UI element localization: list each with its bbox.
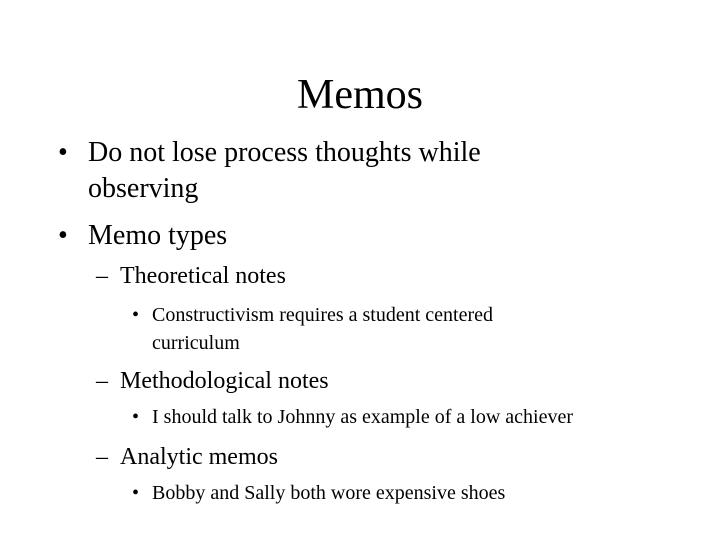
sub-sub-item-text-line: Bobby and Sally both wore expensive shoes	[152, 482, 506, 504]
dash-marker: –	[96, 444, 108, 470]
sub-item-text: Theoretical notes	[120, 263, 286, 289]
bullet-text-line: observing	[88, 173, 199, 204]
sub-sub-item-text-line: curriculum	[152, 332, 240, 354]
bullet-item	[58, 219, 698, 253]
sub-sub-item	[132, 404, 712, 432]
bullet-text-line: Memo types	[88, 220, 228, 251]
bullet-marker: •	[132, 304, 140, 326]
sub-sub-item	[132, 480, 702, 508]
bullet-text-line: Do not lose process thoughts while	[88, 137, 481, 168]
bullet-item	[58, 136, 698, 206]
sub-item	[96, 261, 696, 291]
sub-sub-item	[132, 302, 702, 358]
bullet-marker: •	[58, 137, 68, 168]
sub-item	[96, 366, 696, 396]
slide-title: Memos	[297, 72, 423, 118]
bullet-marker: •	[132, 482, 140, 504]
sub-item-text: Methodological notes	[120, 368, 329, 394]
sub-item	[96, 442, 696, 472]
sub-sub-item-text-line: Constructivism requires a student centered	[152, 304, 494, 326]
sub-item-text: Analytic memos	[120, 444, 278, 470]
dash-marker: –	[96, 263, 108, 289]
sub-sub-item-text-line: I should talk to Johnny as example of a low achiever	[152, 406, 573, 428]
bullet-marker: •	[132, 406, 140, 428]
bullet-marker: •	[58, 220, 68, 251]
dash-marker: –	[96, 368, 108, 394]
